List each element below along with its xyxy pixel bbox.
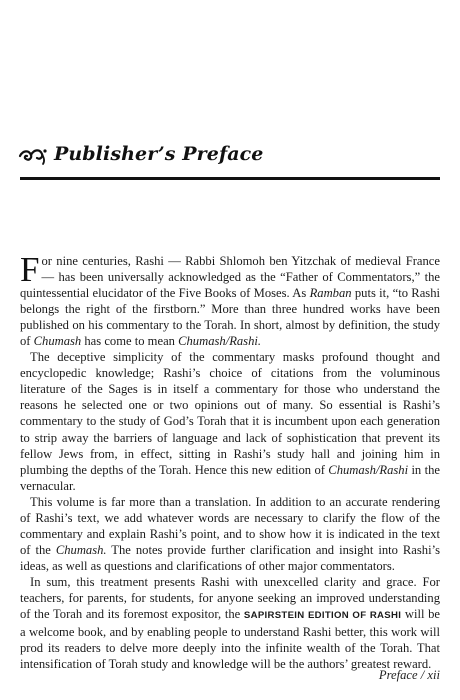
- drop-cap: F: [20, 250, 40, 289]
- text-run: This volume is far more than a translation. In addition to an accurate rendering of Rashi’s text, we add whatever words are necessary to clarify the flow of the commentary and explain Rashi’s point, and to show how it is indicated in the text of the: [20, 494, 440, 557]
- italic-term: Chumash/Rashi: [328, 462, 409, 477]
- running-foot: Preface / xii: [378, 668, 440, 682]
- text-run: The notes provide further clarification and insight into Rashi’s ideas, as well as questions and clarifications of other major commentators.: [20, 542, 440, 573]
- small-caps-title: SAPIRSTEIN EDITION OF RASHI: [243, 610, 402, 622]
- text-run: In sum, this treatment presents Rashi with unexcelled clarity and grace. For teachers, for parents, for students, for anyone seeking an improved understanding of the Torah and its foremost expositor, the: [20, 574, 440, 622]
- body-paragraph: [20, 349, 440, 493]
- body-paragraph: [20, 494, 440, 574]
- body-paragraph: [20, 574, 440, 672]
- text-run: has come to mean: [81, 334, 179, 349]
- ornament-icon: [18, 142, 48, 166]
- text-run: puts it, “to Rashi belongs the right of the firstborn.” More than three hundred works have been published on his commentary to the Torah. In short, almost by definition, the study of: [20, 286, 440, 349]
- text-run: in the vernacular.: [20, 462, 440, 493]
- page-title: Publisher’s Preface: [54, 143, 264, 165]
- text-run: The deceptive simplicity of the commentary masks profound thought and encyclopedic knowledge; Rashi’s choice of citations from the voluminous literature of the Sages is in itself a commentary for those who understand the reasons he selected one or two opinions out of many. So essential is Rashi’s commentary to the study of God’s Torah that it is incumbent upon each generation to strip away the barriers of language and lack of sophistication that prevent its fellow Jews from, in effect, sitting in Rashi’s study hall and joining him in plumbing the depths of the Torah. Hence this new edition of: [20, 350, 440, 477]
- title-rule: [20, 177, 440, 180]
- text-run: will be a welcome book, and by enabling people to understand Rashi better, this work will prod its readers to delve more deeply into the infinite wealth of the Torah. That intensification of Torah study and knowledge will be the authors’ greatest reward.: [20, 607, 440, 672]
- body-paragraph: [20, 250, 440, 349]
- heading: [18, 142, 263, 166]
- italic-term: Chumash.: [55, 542, 107, 557]
- body-text: [20, 250, 440, 672]
- italic-term: Chumash/Rashi.: [178, 334, 262, 349]
- text-run: or nine centuries, Rashi — Rabbi Shlomoh ben Yitzchak of medieval France — has been universally acknowledged as the “Father of Commentators,” the quintessential elucidator of the Five Books of Moses. As: [20, 254, 440, 301]
- italic-term: Chumash: [33, 334, 82, 349]
- italic-term: Ramban: [309, 286, 352, 301]
